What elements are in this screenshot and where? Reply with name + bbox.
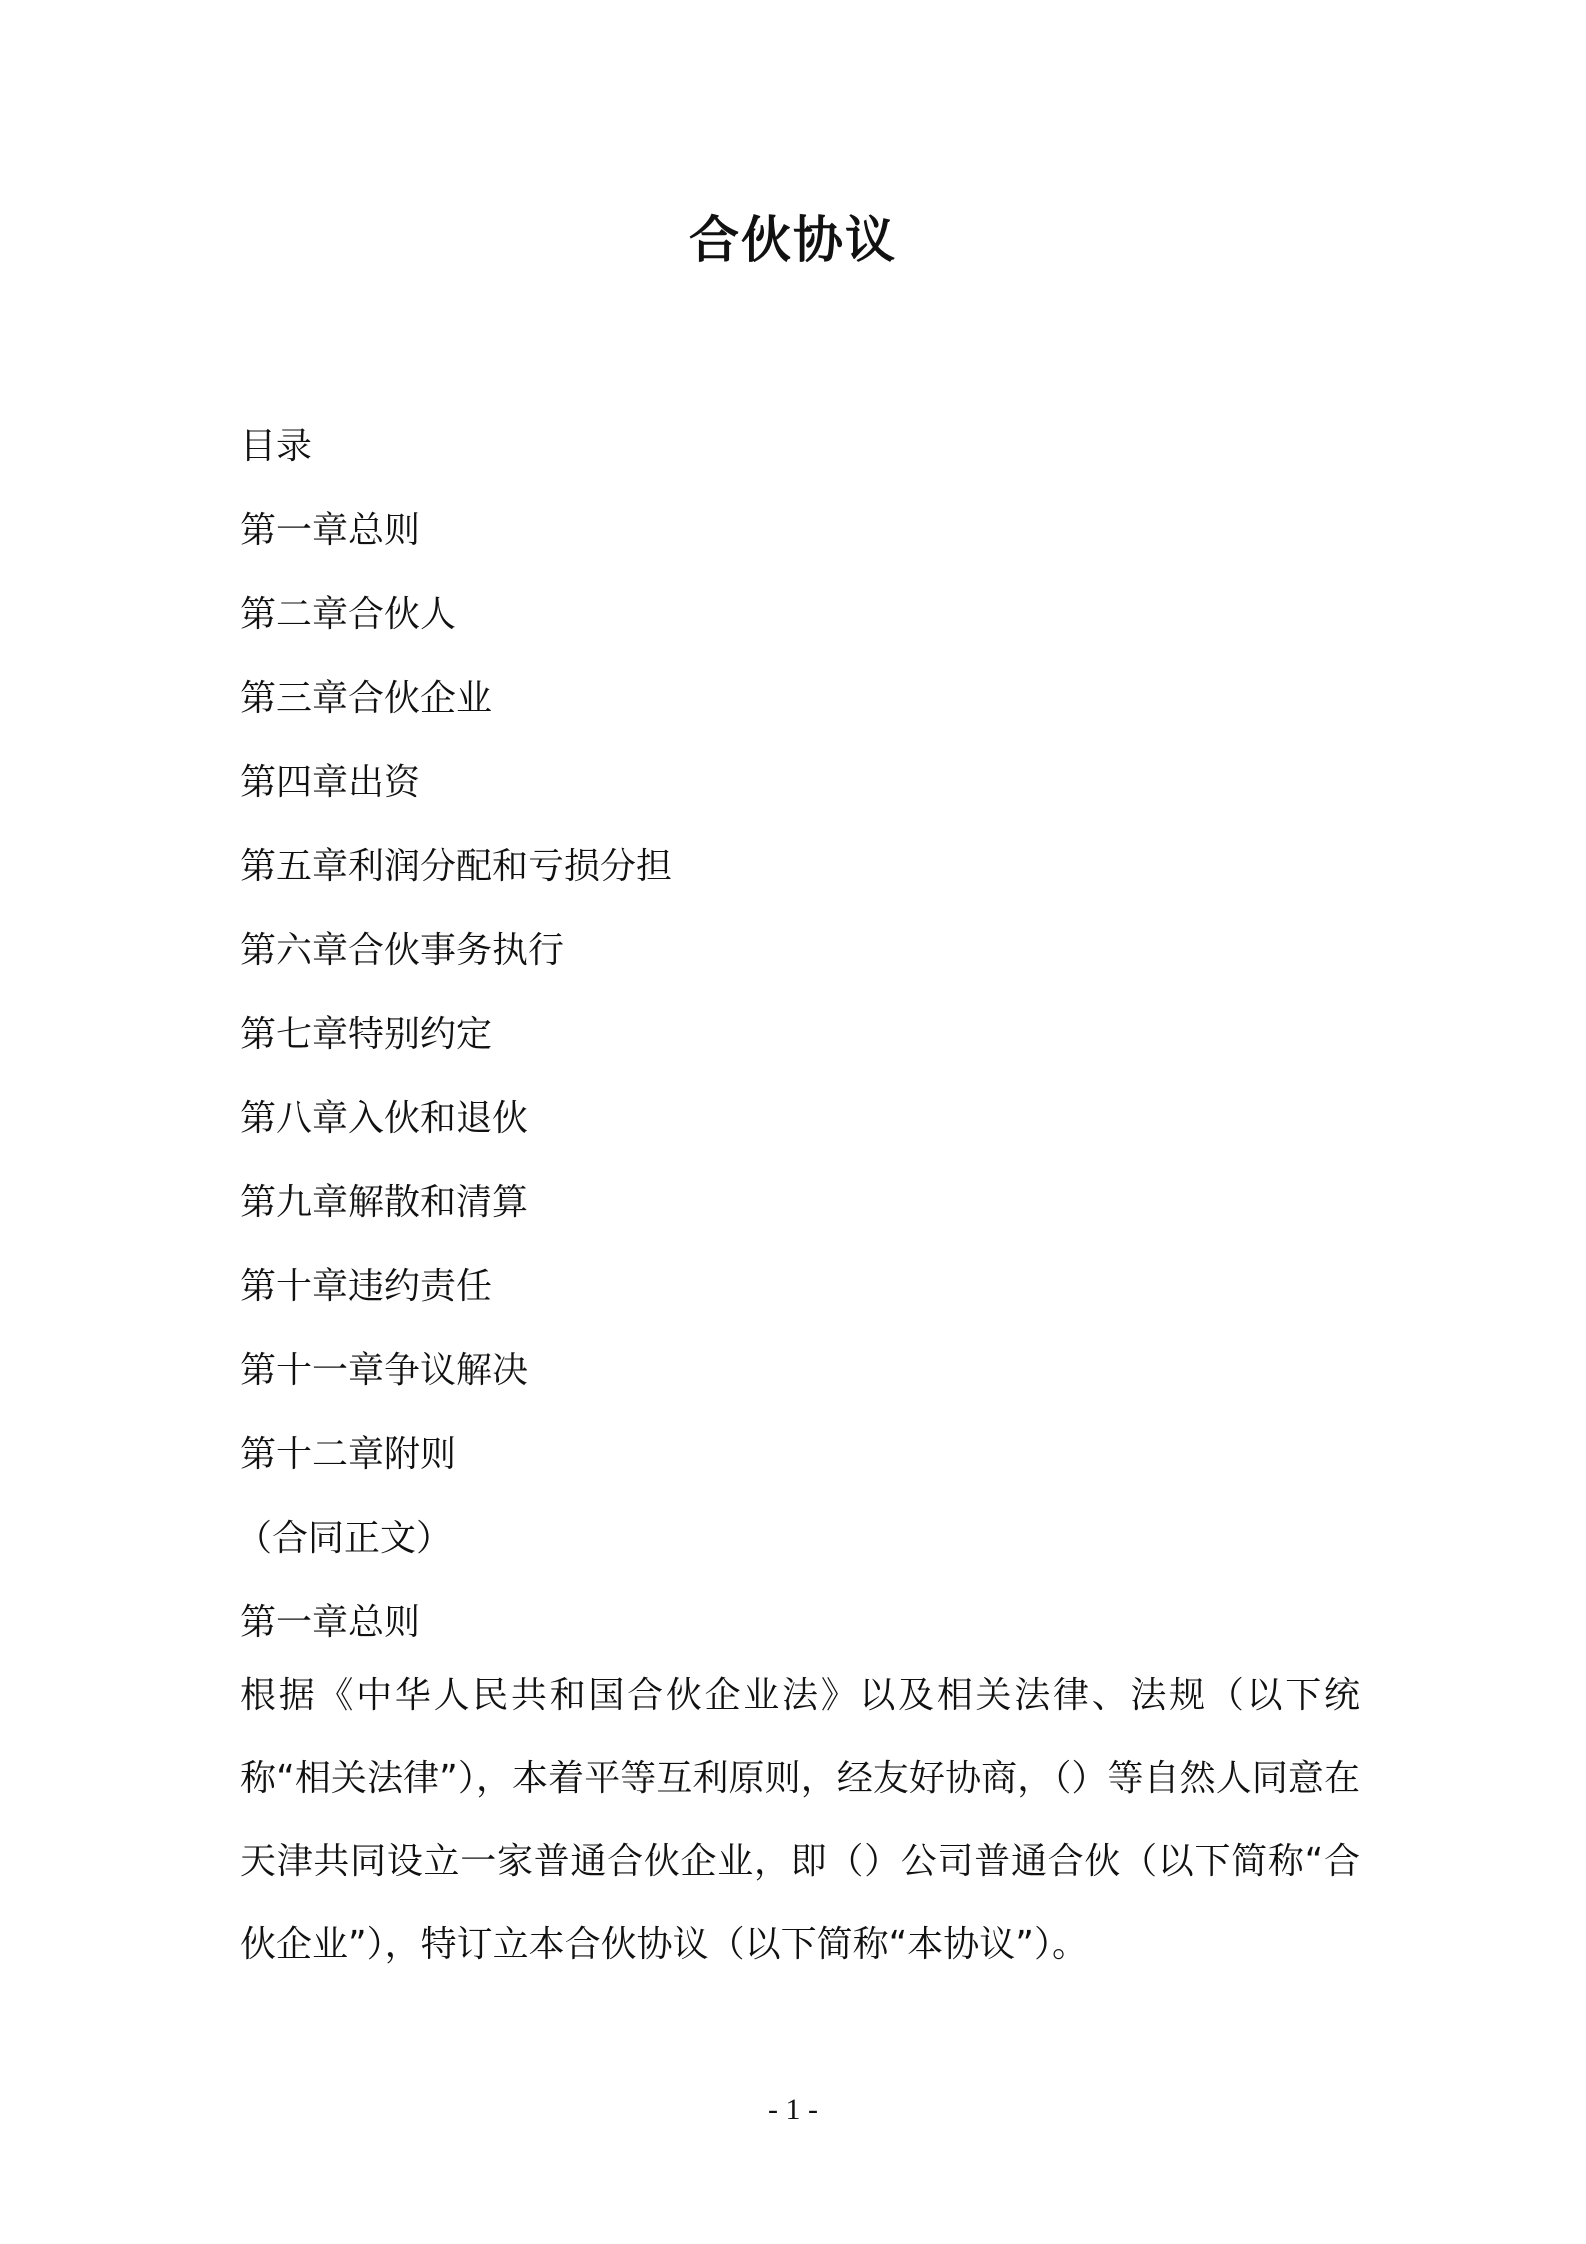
toc-item-chapter-9: 第九章解散和清算 xyxy=(240,1182,529,1223)
toc-item-chapter-5: 第五章利润分配和亏损分担 xyxy=(240,846,673,887)
toc-heading: 目录 xyxy=(240,426,313,467)
document-title: 合伙协议 xyxy=(689,211,897,269)
toc-item-chapter-10: 第十章违约责任 xyxy=(240,1266,493,1307)
toc-item-chapter-1: 第一章总则 xyxy=(240,510,421,551)
page-number: - 1 - xyxy=(768,2093,818,2126)
toc-item-chapter-7: 第七章特别约定 xyxy=(240,1014,493,1055)
toc-item-chapter-8: 第八章入伙和退伙 xyxy=(240,1098,529,1139)
toc-item-chapter-2: 第二章合伙人 xyxy=(240,594,457,635)
toc-item-chapter-11: 第十一章争议解决 xyxy=(240,1350,529,1391)
table-of-contents xyxy=(236,405,1360,1665)
toc-item-chapter-6: 第六章合伙事务执行 xyxy=(240,930,565,971)
chapter-one-heading: 第一章总则 xyxy=(240,1602,421,1643)
contract-body-label: （合同正文） xyxy=(236,1518,453,1559)
toc-item-chapter-4: 第四章出资 xyxy=(240,762,421,803)
toc-item-chapter-3: 第三章合伙企业 xyxy=(240,678,493,719)
toc-item-chapter-12: 第十二章附则 xyxy=(240,1434,457,1475)
chapter-one-paragraph: 根据《中华人民共和国合伙企业法》以及相关法律、法规（以下统称“相关法律”），本着平等互利原则，经友好协商，（）等自然人同意在天津共同设立一家普通合伙企业，即（）公司普通合伙（以下简称“合伙企业”），特订立本合伙协议（以下简称“本协议”）。 xyxy=(240,1675,1360,1965)
